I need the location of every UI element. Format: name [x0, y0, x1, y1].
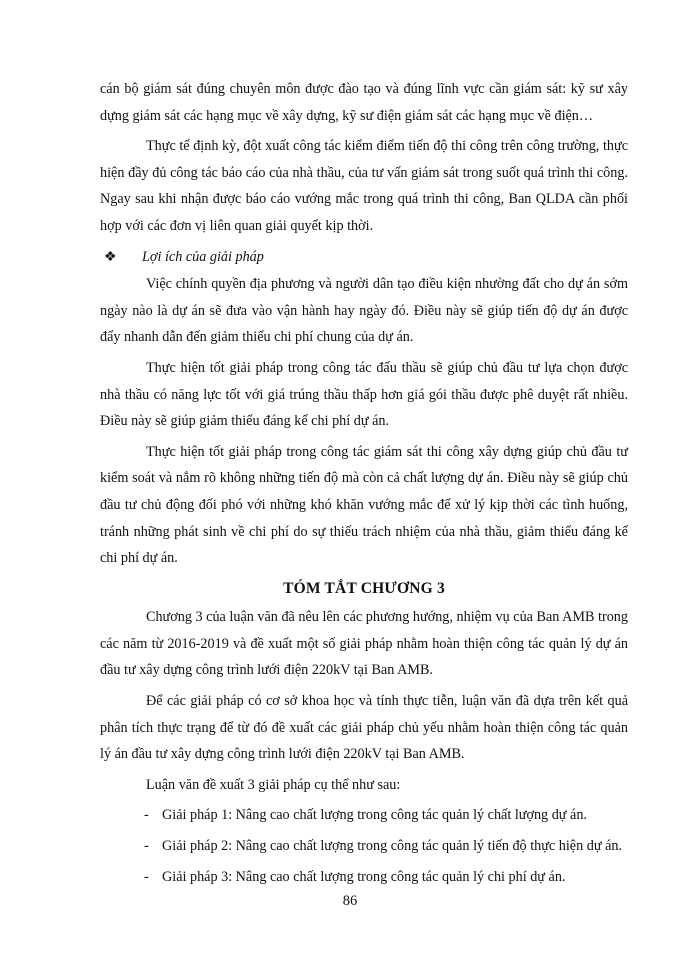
continuation-paragraph: cán bộ giám sát đúng chuyên môn được đào tạo và đúng lĩnh vực cần giám sát: kỹ sư xây dựng giám sát các hạng mục về xây dựng, kỹ sư điện giám sát các hạng mục về điện…	[100, 81, 628, 124]
benefit-heading-text: Lợi ích của giải pháp	[142, 248, 264, 265]
dash-bullet: -	[144, 807, 149, 824]
body-paragraph: Thực tế định kỳ, đột xuất công tác kiểm điểm tiến độ thi công trên công trường, thực hiện đầy đủ công tác báo cáo của nhà thầu, của tư vấn giám sát trong suốt quá trình thi công. Ngay sau khi nhận được báo cáo vướng mắc trong quá trình thi công, Ban QLDA cần phối hợp với các đơn vị liên quan giải quyết kịp thời.	[100, 138, 628, 234]
chapter-summary-title: TÓM TẮT CHƯƠNG 3	[283, 579, 445, 597]
page-body	[100, 76, 628, 894]
solutions-list	[100, 802, 628, 890]
list-item	[100, 833, 628, 860]
benefit-heading	[100, 244, 628, 272]
page-number: 86	[342, 893, 358, 909]
dash-bullet: -	[144, 838, 149, 855]
list-item-text: Giải pháp 1: Nâng cao chất lượng trong công tác quản lý chất lượng dự án.	[162, 807, 587, 824]
dash-bullet: -	[144, 868, 149, 885]
summary-paragraph: Để các giải pháp có cơ sở khoa học và tính thực tiễn, luận văn đã dựa trên kết quả phân tích thực trạng để từ đó đề xuất các giải pháp chủ yếu nhằm hoàn thiện công tác quản lý án đầu tư xây dựng công trình lưới điện 220kV tại Ban AMB.	[100, 693, 628, 763]
summary-paragraph: Chương 3 của luận văn đã nêu lên các phương hướng, nhiệm vụ của Ban AMB trong các năm từ 2016-2019 và đề xuất một số giải pháp nhằm hoàn thiện công tác quản lý dự án đầu tư xây dựng công trình lưới điện 220kV tại Ban AMB.	[100, 609, 628, 679]
list-item-text: Giải pháp 2: Nâng cao chất lượng trong công tác quản lý tiến độ thực hiện dự án.	[162, 838, 623, 855]
benefit-paragraph: Việc chính quyền địa phương và người dân tạo điều kiện nhường đất cho dự án sớm ngày nào là dự án sẽ đưa vào vận hành hay ngày đó. Điều này sẽ giúp tiến độ dự án được đẩy nhanh dẫn đến giảm thiểu chi phí chung của dự án.	[100, 276, 628, 346]
diamond-bullet-icon: ❖	[104, 249, 117, 265]
benefit-paragraph: Thực hiện tốt giải pháp trong công tác đấu thầu sẽ giúp chủ đầu tư lựa chọn được nhà thầu có năng lực tốt với giá trúng thầu thấp hơn giá gói thầu được phê duyệt rất nhiều. Điều này sẽ giúp giảm thiểu đáng kể chi phí dự án.	[100, 359, 628, 430]
list-item	[100, 864, 628, 891]
list-item	[100, 802, 628, 829]
benefit-paragraph: Thực hiện tốt giải pháp trong công tác giám sát thi công xây dựng giúp chủ đầu tư kiểm soát và nắm rõ không những tiến độ mà còn cả chất lượng dự án. Điều này sẽ giúp chủ đầu tư chủ động đối phó với những khó khăn vướng mắc để xử lý kịp thời các tình huống, tránh những phát sinh về chi phí do sự thiếu trách nhiệm của nhà thầu, giảm thiểu đáng kể chi phí dự án.	[100, 443, 628, 567]
list-item-text: Giải pháp 3: Nâng cao chất lượng trong công tác quản lý chi phí dự án.	[162, 868, 566, 885]
summary-paragraph: Luận văn đề xuất 3 giải pháp cụ thể như sau:	[146, 776, 401, 793]
